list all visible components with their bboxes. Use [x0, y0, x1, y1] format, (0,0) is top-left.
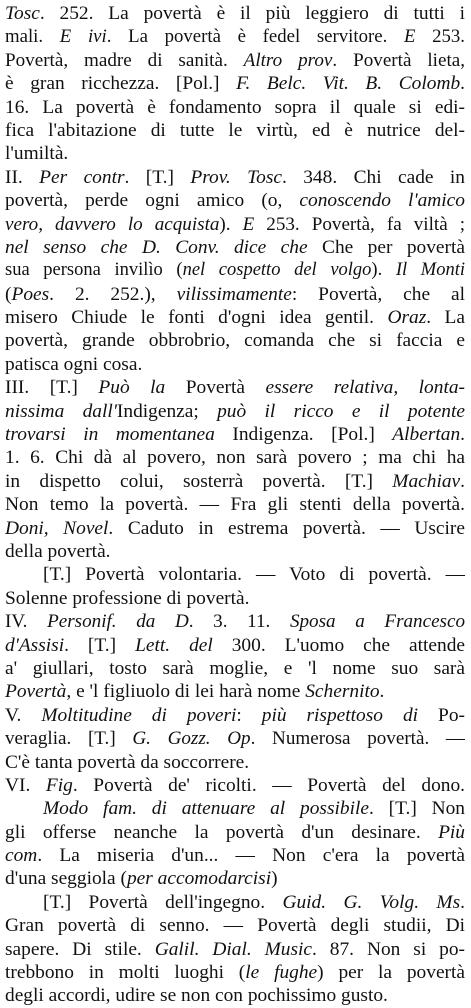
italic-text: com: [5, 845, 38, 867]
text-segment: 253.: [415, 26, 465, 48]
text-line: [5, 49, 465, 72]
text-segment: C'è tanta povertà da soccorrere.: [5, 751, 250, 773]
italic-text: Tosc: [5, 3, 40, 24]
text-line: [5, 517, 465, 540]
italic-text: Poes: [11, 283, 50, 305]
italic-text: conoscendo l'amico: [299, 190, 465, 212]
italic-text: nel senso che D. Conv. dice che: [5, 236, 308, 258]
text-line: [5, 938, 465, 961]
text-segment: . [T.]: [124, 166, 191, 188]
text-segment: d'una seggiola (: [5, 868, 127, 890]
text-segment: in dispetto colui, sosterrà povertà. [T.]: [5, 470, 393, 492]
text-line: [5, 891, 465, 914]
text-segment: .: [460, 470, 465, 492]
text-segment: patisca ogni cosa.: [5, 353, 143, 375]
text-line: [5, 376, 465, 399]
text-segment: [T.] Povertà dell'ingegno.: [43, 891, 283, 913]
text-segment: . 3. 11.: [188, 611, 290, 633]
text-line: [5, 142, 465, 165]
text-line: [5, 563, 465, 586]
text-line: [5, 213, 465, 236]
text-segment: .: [460, 891, 465, 913]
text-segment: Gran povertà di senno. — Povertà degli studii, Di: [5, 915, 465, 937]
text-segment: 253. Povertà, fa viltà ;: [254, 213, 465, 235]
italic-text: Doni, Novel: [5, 517, 109, 539]
text-segment: . Povertà de' ricolti. — Povertà del dono.: [72, 774, 465, 796]
text-segment: . [T.] Non: [368, 798, 465, 820]
text-line: [5, 540, 465, 563]
italic-text: Schernito: [305, 681, 380, 703]
text-segment: della povertà.: [5, 540, 111, 562]
text-line: [5, 400, 465, 423]
text-segment: :: [236, 704, 262, 726]
italic-text: nissima dall': [5, 400, 117, 422]
text-line: [5, 236, 465, 259]
text-line: [5, 306, 465, 329]
italic-text: Machiav: [392, 470, 461, 492]
text-segment: . La miseria d'un... — Non c'era la povertà: [37, 845, 465, 867]
text-segment: Povertà: [165, 377, 266, 399]
text-segment: .: [379, 681, 385, 703]
text-segment: misero Chiude le fonti d'ogni idea gentil.: [5, 307, 388, 329]
text-segment: . Caduto in estrema povertà. — Uscire: [108, 517, 465, 539]
italic-text: E ivi: [59, 26, 107, 48]
text-line: [5, 984, 465, 1007]
text-line: [5, 751, 465, 774]
italic-text: Povertà: [5, 681, 67, 703]
text-line: [5, 353, 465, 376]
italic-text: Altro prov: [243, 49, 333, 71]
text-segment: 16. La povertà è fondamento sopra il quale si edi-: [5, 96, 465, 118]
text-segment: degli accordi, udire se non con pochissimo gusto.: [5, 985, 388, 1007]
text-segment: trebbono in molti luoghi (: [5, 962, 246, 984]
italic-text: Fig: [45, 774, 73, 796]
italic-text: Il Monti: [395, 260, 465, 281]
italic-text: più rispettoso di: [261, 704, 419, 726]
text-segment: ) per la povertà: [317, 962, 465, 984]
text-segment: . La povertà è fedel servitore.: [106, 26, 404, 48]
text-line: [5, 867, 465, 890]
text-segment: . 87. Non si po-: [312, 938, 465, 960]
italic-text: Per contr: [39, 166, 125, 188]
text-line: [5, 25, 465, 48]
italic-text: Guid. G. Volg. Ms: [282, 891, 461, 913]
text-line: [5, 96, 465, 119]
text-segment: . 348. Chi cade in: [281, 166, 465, 188]
text-segment: Solenne professione di povertà.: [5, 587, 250, 609]
text-line: [5, 259, 465, 282]
text-line: [5, 166, 465, 189]
text-segment: fica l'abitazione di tutte le virtù, ed è nutrice del-: [5, 119, 465, 141]
text-segment: .: [460, 73, 465, 95]
text-line: [5, 423, 465, 446]
text-segment: .: [460, 424, 465, 446]
text-segment: . 2. 252.),: [49, 283, 177, 305]
text-line: [5, 610, 465, 633]
italic-text: d'Assisi: [5, 634, 65, 656]
text-line: [5, 797, 465, 820]
text-segment: è gran ricchezza. [Pol.]: [5, 73, 237, 95]
text-segment: sapere. Di stile.: [5, 938, 155, 960]
text-segment: . [T.]: [64, 634, 136, 656]
text-line: [5, 72, 465, 95]
italic-text: E: [242, 213, 255, 235]
italic-text: Galil. Dial. Music: [154, 938, 312, 960]
text-segment: ).: [371, 260, 396, 281]
text-segment: ): [271, 868, 278, 890]
italic-text: trovarsi in momentanea: [5, 424, 215, 446]
text-segment: 1. 6. Chi dà al povero, non sarà povero ; ma chi ha: [5, 447, 465, 469]
text-segment: V.: [5, 704, 42, 726]
text-line: [5, 446, 465, 469]
text-line: [5, 634, 465, 657]
text-segment: . Numerosa povertà. —: [250, 728, 465, 750]
dictionary-entry-poverta: [5, 2, 465, 1008]
text-line: [5, 329, 465, 352]
italic-text: Albertan: [392, 424, 461, 446]
italic-text: vero, davvero lo acquista: [5, 213, 220, 235]
text-segment: mali.: [5, 26, 60, 48]
text-line: [5, 844, 465, 867]
text-line: [5, 657, 465, 680]
text-segment: [T.] Povertà volontaria. — Voto di povertà. —: [43, 564, 465, 586]
text-segment: 300. L'uomo che attende: [212, 634, 465, 656]
text-segment: III. [T.]: [5, 377, 99, 399]
text-segment: sua persona invilìo (: [5, 260, 183, 281]
text-line: [5, 119, 465, 142]
text-segment: , e 'l figliuolo di lei harà nome: [66, 681, 306, 703]
text-line: [5, 680, 465, 703]
text-segment: . Povertà lieta,: [332, 49, 465, 71]
text-segment: a' giullari, tosto sarà moglie, e 'l nome suo sarà: [5, 657, 465, 679]
italic-text: Moltitudine di poveri: [41, 704, 237, 726]
text-segment: . 252. La povertà è il più leggiero di tutti i: [39, 3, 465, 24]
text-line: [5, 961, 465, 984]
text-line: [5, 821, 465, 844]
text-line: [5, 283, 465, 306]
text-segment: l'umiltà.: [5, 143, 69, 165]
italic-text: Può la: [98, 377, 166, 399]
italic-text: essere relativa, lonta-: [265, 377, 465, 399]
italic-text: Lett. del: [135, 634, 213, 656]
italic-text: F. Belc. Vit. B. Colomb: [236, 73, 461, 95]
italic-text: Sposa a Francesco: [289, 611, 465, 633]
text-line: [5, 587, 465, 610]
italic-text: G. Gozz. Op: [132, 728, 251, 750]
italic-text: per accomodarcisi: [126, 868, 272, 890]
text-segment: povertà, perde ogni amico (o,: [5, 190, 300, 212]
text-segment: Indigenza. [Pol.]: [214, 424, 393, 446]
text-segment: II.: [5, 166, 40, 188]
italic-text: Personif. da D: [47, 611, 189, 633]
text-line: [5, 189, 465, 212]
italic-text: Più: [438, 821, 465, 843]
text-line: [5, 914, 465, 937]
text-segment: VI.: [5, 774, 46, 796]
italic-text: può il ricco e il potente: [217, 400, 465, 422]
text-segment: : Povertà, che al: [291, 283, 465, 305]
text-line: [5, 774, 465, 797]
text-segment: veraglia. [T.]: [5, 728, 133, 750]
italic-text: Modo fam. di attenuare al possibile: [43, 798, 369, 820]
italic-text: E: [403, 26, 416, 48]
text-segment: Non temo la povertà. — Fra gli stenti della povertà.: [5, 494, 465, 516]
text-line: [5, 470, 465, 493]
text-segment: (: [5, 283, 12, 305]
text-line: [5, 704, 465, 727]
italic-text: Oraz: [387, 307, 427, 329]
italic-text: le fughe: [245, 962, 318, 984]
text-segment: Po-: [418, 704, 465, 726]
text-segment: gli offerse neanche la povertà d'un desinare.: [5, 821, 439, 843]
text-line: [5, 727, 465, 750]
text-segment: Che per povertà: [307, 236, 465, 258]
italic-text: Prov. Tosc: [190, 166, 282, 188]
italic-text: vilissimamente: [176, 283, 292, 305]
italic-text: nel cospetto del volgo: [182, 260, 372, 281]
text-segment: ).: [219, 213, 243, 235]
text-segment: povertà, grande obbrobrio, comanda che si faccia e: [5, 330, 465, 352]
text-segment: Indigenza;: [116, 400, 218, 422]
text-line: [5, 2, 465, 25]
text-segment: Povertà, madre di sanità.: [5, 49, 244, 71]
text-segment: IV.: [5, 611, 48, 633]
text-segment: . La: [426, 307, 465, 329]
text-line: [5, 493, 465, 516]
